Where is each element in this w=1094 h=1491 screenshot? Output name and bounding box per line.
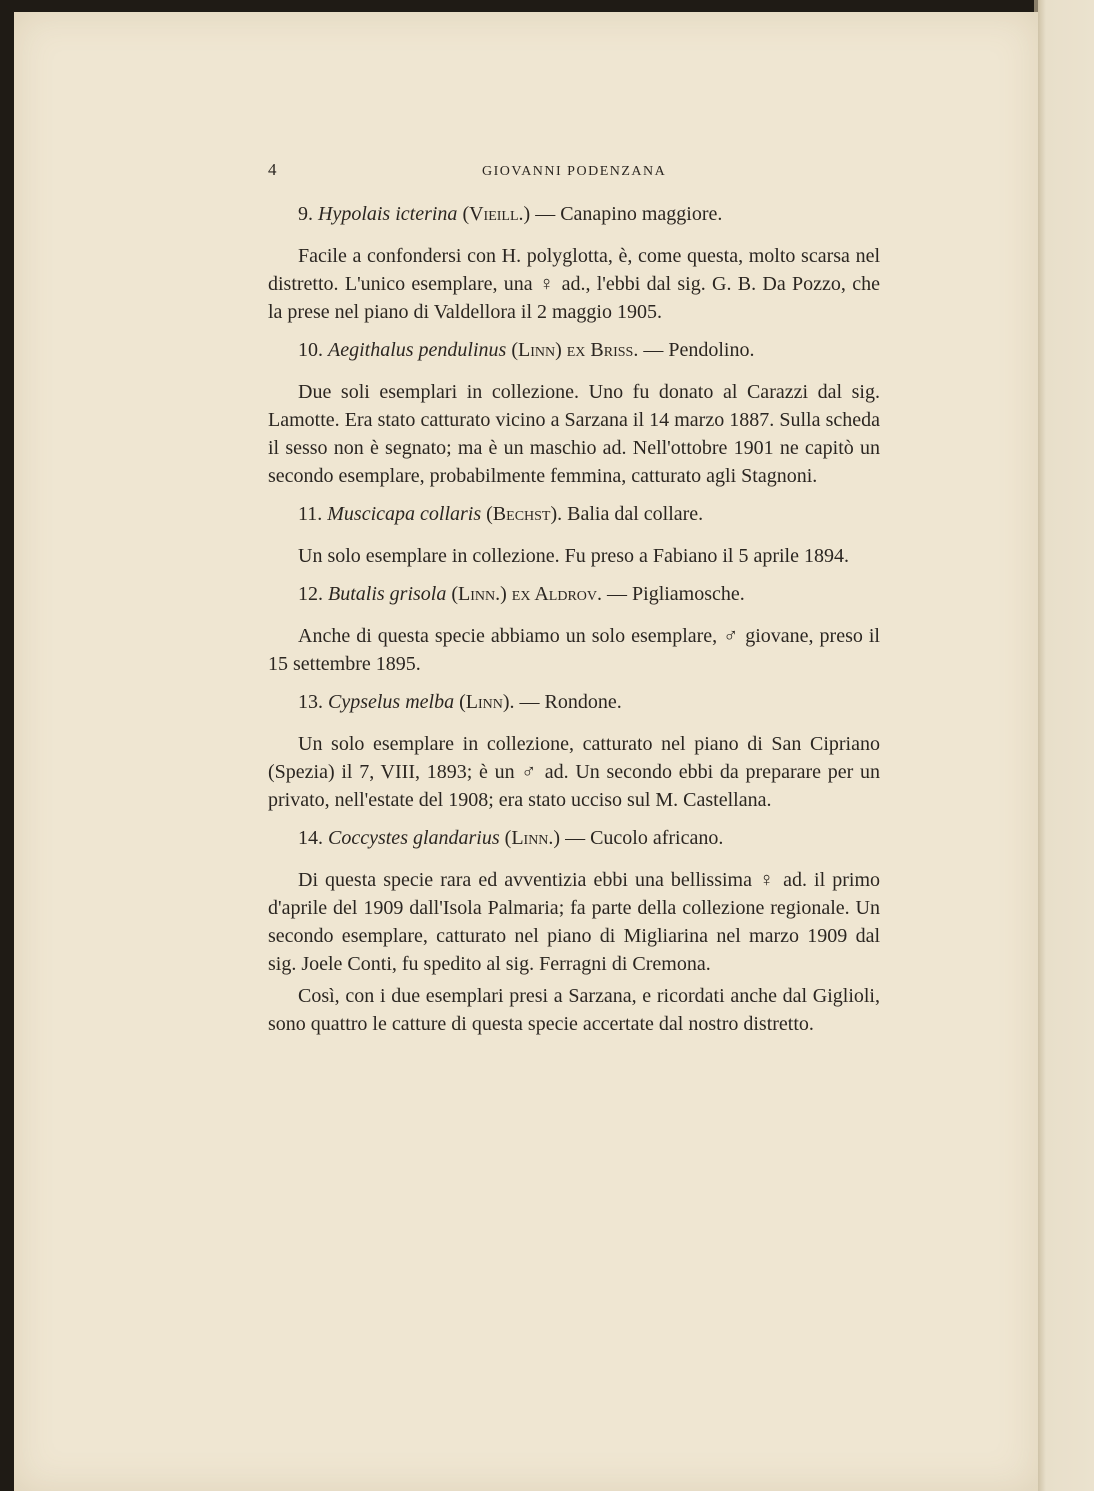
entry-paragraph: Di questa specie rara ed avventizia ebbi una bellissima ♀ ad. il primo d'aprile del 1909 dall'Isola Palmaria; fa parte della collezione regionale. Un secondo esemplare, catturato nel piano di Migliarina nel marzo 1909 dal sig. Joele Conti, fu spedito al sig. Ferragni di Cremona. — [268, 869, 880, 975]
adjacent-page-edge — [1038, 0, 1094, 1491]
species-heading — [268, 824, 880, 852]
entry-paragraph: Un solo esemplare in collezione. Fu preso a Fabiano il 5 aprile 1894. — [298, 545, 849, 567]
species-authority: (Linn.) ex Aldrov. — [451, 583, 603, 605]
common-name: Balia dal collare. — [567, 503, 704, 525]
species-name: Hypolais icterina — [318, 203, 458, 225]
species-entry — [268, 500, 880, 570]
entry-paragraph: Così, con i due esemplari presi a Sarzana, e ricordati anche dal Giglioli, sono quattro le catture di questa specie accertate dal nostro distretto. — [268, 985, 880, 1035]
common-name: — Pigliamosche. — [607, 583, 745, 605]
species-entry — [268, 824, 880, 1038]
species-authority: (Linn) ex Briss. — [511, 339, 639, 361]
entry-paragraph: Due soli esemplari in collezione. Uno fu donato al Carazzi dal sig. Lamotte. Era stato catturato vicino a Sarzana il 14 marzo 1887. Sulla scheda il sesso non è segnato; ma è un maschio ad. Nell'ottobre 1901 ne capitò un secondo esemplare, probabilmente femmina, catturato agli Stagnoni. — [268, 381, 880, 487]
entry-paragraph: Anche di questa specie abbiamo un solo esemplare, ♂ giovane, preso il 15 settembre 1895. — [268, 625, 880, 675]
species-heading — [268, 336, 880, 364]
species-name: Coccystes glandarius — [328, 827, 500, 849]
species-authority: (Linn). — [459, 691, 515, 713]
common-name: — Cucolo africano. — [565, 827, 724, 849]
entry-number: 14. — [298, 827, 323, 849]
species-heading — [268, 500, 880, 528]
entry-paragraph: Facile a confondersi con H. polyglotta, è, come questa, molto scarsa nel distretto. L'unico esemplare, una ♀ ad., l'ebbi dal sig. G. B. Da Pozzo, che la prese nel piano di Valdellora il 2 maggio 1905. — [268, 245, 880, 323]
common-name: — Pendolino. — [643, 339, 755, 361]
species-entry — [268, 688, 880, 814]
species-heading — [268, 688, 880, 716]
species-name: Butalis grisola — [328, 583, 447, 605]
species-entry — [268, 336, 880, 490]
entry-paragraph: Un solo esemplare in collezione, catturato nel piano di San Cipriano (Spezia) il 7, VIII, 1893; è un ♂ ad. Un secondo ebbi da preparare per un privato, nell'estate del 1908; era stato ucciso sul M. Castellana. — [268, 733, 880, 811]
species-authority: (Bechst). — [486, 503, 563, 525]
running-head: GIOVANNI PODENZANA — [482, 164, 667, 179]
species-name: Aegithalus pendulinus — [328, 339, 507, 361]
page-header — [268, 160, 880, 184]
species-authority: (Linn.) — [504, 827, 561, 849]
species-authority: (Vieill.) — [462, 203, 531, 225]
entry-number: 11. — [298, 503, 323, 525]
common-name: — Rondone. — [519, 691, 622, 713]
entry-number: 9. — [298, 203, 313, 225]
species-name: Cypselus melba — [328, 691, 455, 713]
entry-number: 12. — [298, 583, 323, 605]
page-number: 4 — [268, 160, 277, 179]
entry-number: 13. — [298, 691, 323, 713]
page-body — [268, 200, 880, 1048]
species-heading — [268, 580, 880, 608]
entry-number: 10. — [298, 339, 323, 361]
common-name: — Canapino maggiore. — [535, 203, 723, 225]
species-heading — [268, 200, 880, 228]
species-entry — [268, 580, 880, 678]
species-name: Muscicapa collaris — [327, 503, 482, 525]
species-entry — [268, 200, 880, 326]
